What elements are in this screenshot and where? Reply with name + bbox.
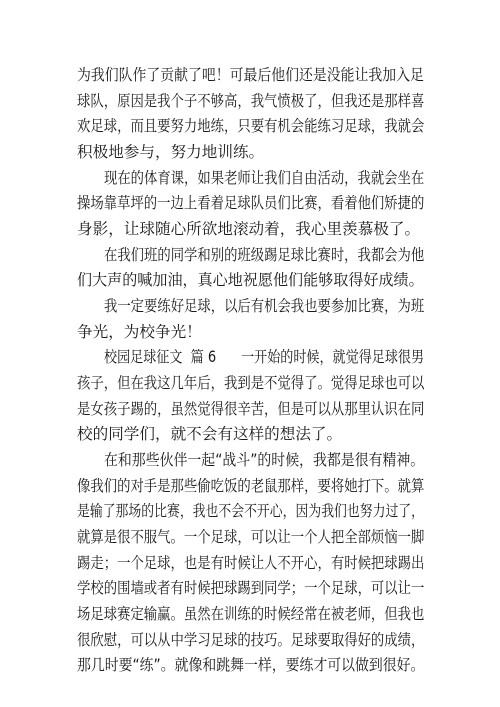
text-line: 就算是很不服气。一个足球，可以让一个人把全部烦恼一脚 <box>77 528 425 546</box>
text-line: 踢走；一个足球，也是有时候让人不开心，有时候把球踢出 <box>77 554 425 572</box>
text-line: 校的同学们，就不会有这样的想法了。 <box>77 425 343 443</box>
text-line: 球队，原因是我个子不够高，我气愤极了，但我还是那样喜 <box>77 92 425 110</box>
text-line: 们大声的喊加油，真心地祝愿他们能够取得好成绩。 <box>77 271 424 289</box>
text-line: 争光，为校争光！ <box>77 323 202 341</box>
text-line: 像我们的对手是那些偷吃饭的老鼠那样，要将她打下。就算 <box>77 477 425 495</box>
text-line: 很欣慰，可以从中学习足球的技巧。足球要取得好的成绩， <box>77 631 425 649</box>
text-line: 那几时要“练”。就像和跳舞一样，要练才可以做到很好。 <box>77 656 425 674</box>
text-line: 操场靠草坪的一边上看着足球队员们比赛，看着他们矫捷的 <box>77 194 425 212</box>
text-line: 学校的围墙或者有时候把球踢到同学；一个足球，可以让一 <box>77 579 425 597</box>
text-line: 积极地参与，努力地训练。 <box>77 143 265 161</box>
text-line: 是女孩子踢的，虽然觉得很辛苦，但是可以从那里认识在同 <box>77 400 425 418</box>
text-line: 现在的体育课，如果老师让我们自由活动，我就会坐在 <box>104 169 425 187</box>
text-line: 在和那些伙伴一起“战斗”的时候，我都是很有精神。 <box>104 451 425 469</box>
text-line: 场足球赛定输赢。虽然在训练的时候经常在被老师，但我也 <box>77 605 425 623</box>
text-line: 在我们班的同学和别的班级踢足球比赛时，我都会为他 <box>104 246 425 264</box>
text-line: 校园足球征文 篇 6 一开始的时候，就觉得足球很男 <box>104 348 425 366</box>
text-line: 是输了那场的比赛，我也不会不开心，因为我们也努力过了， <box>77 502 425 520</box>
text-line: 我一定要练好足球，以后有机会我也要参加比赛，为班 <box>104 297 425 315</box>
text-line: 欢足球，而且要努力地练，只要有机会能练习足球，我就会 <box>77 117 425 135</box>
text-line: 孩子，但在我这几年后，我到是不觉得了。觉得足球也可以 <box>77 374 425 392</box>
text-line: 为我们队作了贡献了吧！可最后他们还是没能让我加入足 <box>77 66 424 84</box>
text-line: 身影，让球随心所欲地滚动着，我心里羡慕极了。 <box>77 220 421 238</box>
